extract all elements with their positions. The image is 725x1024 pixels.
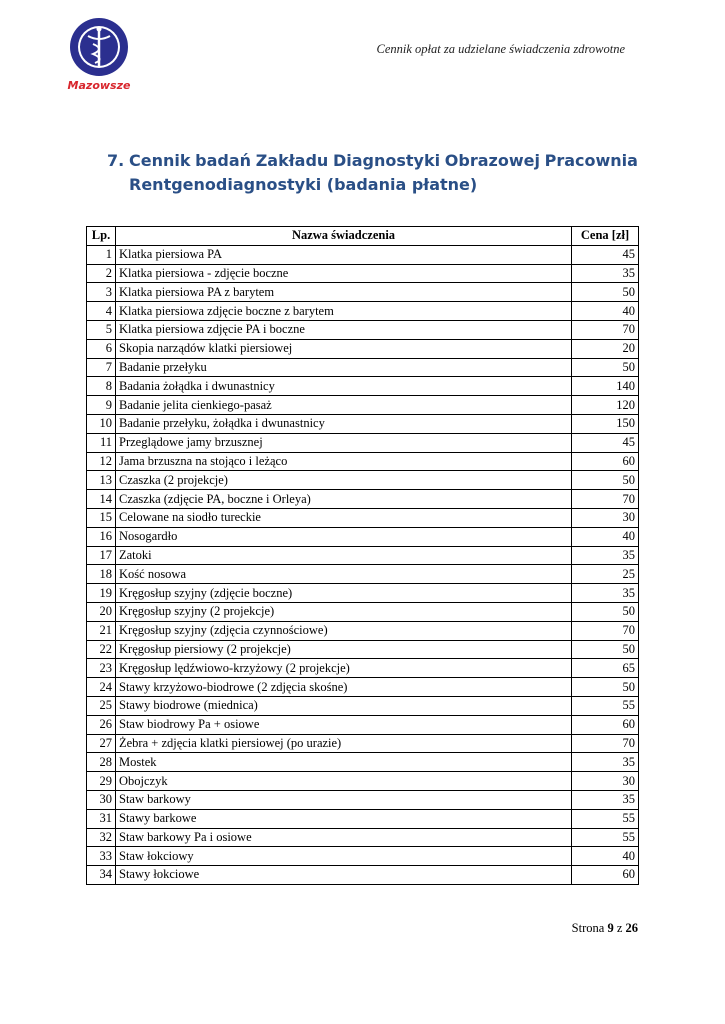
row-number: 8 [87,377,116,396]
caduceus-emblem-icon [64,14,134,94]
service-price: 35 [572,264,639,283]
heading-word: Cennik [129,151,191,170]
table-row [87,283,639,302]
service-price: 45 [572,433,639,452]
table-row [87,377,639,396]
table-row [87,753,639,772]
service-name: Jama brzuszna na stojąco i leżąco [116,452,572,471]
service-price: 35 [572,790,639,809]
service-price: 70 [572,320,639,339]
service-price: 50 [572,471,639,490]
service-price: 40 [572,527,639,546]
table-row [87,602,639,621]
table-row [87,584,639,603]
service-price: 35 [572,584,639,603]
row-number: 29 [87,772,116,791]
section-heading [107,149,638,197]
row-number: 19 [87,584,116,603]
service-price: 50 [572,358,639,377]
table-row [87,565,639,584]
service-name: Staw łokciowy [116,847,572,866]
service-price: 40 [572,302,639,321]
row-number: 12 [87,452,116,471]
service-name: Klatka piersiowa - zdjęcie boczne [116,264,572,283]
service-price: 70 [572,621,639,640]
table-row [87,809,639,828]
service-price: 140 [572,377,639,396]
service-name: Badanie przełyku [116,358,572,377]
service-name: Celowane na siodło tureckie [116,508,572,527]
service-name: Badanie przełyku, żołądka i dwunastnicy [116,414,572,433]
service-name: Staw biodrowy Pa + osiowe [116,715,572,734]
service-name: Klatka piersiowa PA z barytem [116,283,572,302]
service-name: Klatka piersiowa zdjęcie boczne z barytem [116,302,572,321]
service-price: 30 [572,772,639,791]
row-number: 26 [87,715,116,734]
row-number: 18 [87,565,116,584]
table-row [87,546,639,565]
service-price: 35 [572,753,639,772]
row-number: 25 [87,696,116,715]
service-price: 120 [572,396,639,415]
price-table [86,226,639,885]
table-row [87,847,639,866]
row-number: 3 [87,283,116,302]
table-row [87,866,639,885]
table-row [87,245,639,264]
footer-page-number: 9 [607,921,614,935]
table-row [87,396,639,415]
service-price: 25 [572,565,639,584]
service-name: Klatka piersiowa zdjęcie PA i boczne [116,320,572,339]
heading-word: Pracownia [544,151,638,170]
table-row [87,734,639,753]
service-price: 65 [572,659,639,678]
table-row [87,790,639,809]
service-name: Przeglądowe jamy brzusznej [116,433,572,452]
service-price: 70 [572,490,639,509]
service-name: Staw barkowy Pa i osiowe [116,828,572,847]
table-row [87,433,639,452]
table-row [87,508,639,527]
row-number: 33 [87,847,116,866]
table-header-row [87,227,639,246]
row-number: 5 [87,320,116,339]
table-row [87,640,639,659]
table-row [87,490,639,509]
service-price: 70 [572,734,639,753]
service-name: Klatka piersiowa PA [116,245,572,264]
table-row [87,264,639,283]
service-name: Mostek [116,753,572,772]
service-name: Kręgosłup lędźwiowo-krzyżowy (2 projekcje) [116,659,572,678]
service-name: Stawy biodrowe (miednica) [116,696,572,715]
service-price: 30 [572,508,639,527]
service-name: Staw barkowy [116,790,572,809]
table-row [87,527,639,546]
table-row [87,302,639,321]
service-name: Stawy barkowe [116,809,572,828]
row-number: 16 [87,527,116,546]
row-number: 2 [87,264,116,283]
heading-word: badań [195,151,252,170]
table-row [87,452,639,471]
service-name: Badania żołądka i dwunastnicy [116,377,572,396]
service-name: Kręgosłup szyjny (zdjęcie boczne) [116,584,572,603]
service-name: Skopia narządów klatki piersiowej [116,339,572,358]
row-number: 10 [87,414,116,433]
service-name: Kręgosłup szyjny (2 projekcje) [116,602,572,621]
footer-total-pages: 26 [625,921,638,935]
service-price: 20 [572,339,639,358]
table-row [87,621,639,640]
service-name: Badanie jelita cienkiego-pasaż [116,396,572,415]
row-number: 9 [87,396,116,415]
service-name: Kość nosowa [116,565,572,584]
column-header-name: Nazwa świadczenia [116,227,572,246]
document-header-title: Cennik opłat za udzielane świadczenia zdrowotne [376,42,625,56]
row-number: 7 [87,358,116,377]
table-row [87,772,639,791]
row-number: 17 [87,546,116,565]
row-number: 6 [87,339,116,358]
section-number: 7. [107,151,125,170]
table-row [87,659,639,678]
service-price: 55 [572,696,639,715]
row-number: 31 [87,809,116,828]
service-price: 60 [572,866,639,885]
service-price: 50 [572,678,639,697]
row-number: 4 [87,302,116,321]
table-row [87,320,639,339]
table-row [87,828,639,847]
page-footer [572,921,638,936]
column-header-lp: Lp. [87,227,116,246]
service-name: Zatoki [116,546,572,565]
table-row [87,715,639,734]
hospital-logo [64,14,134,94]
row-number: 15 [87,508,116,527]
service-price: 55 [572,828,639,847]
service-name: Obojczyk [116,772,572,791]
service-price: 60 [572,715,639,734]
service-price: 40 [572,847,639,866]
service-price: 50 [572,602,639,621]
footer-prefix: Strona [571,921,605,935]
service-name: Nosogardło [116,527,572,546]
service-name: Kręgosłup szyjny (zdjęcia czynnościowe) [116,621,572,640]
row-number: 27 [87,734,116,753]
heading-word: Zakładu [255,151,329,170]
row-number: 11 [87,433,116,452]
table-row [87,358,639,377]
row-number: 14 [87,490,116,509]
row-number: 20 [87,602,116,621]
row-number: 32 [87,828,116,847]
service-price: 50 [572,640,639,659]
heading-word: Obrazowej [444,151,540,170]
logo-text: Mazowsze [67,79,131,92]
table-row [87,414,639,433]
service-name: Czaszka (zdjęcie PA, boczne i Orleya) [116,490,572,509]
row-number: 30 [87,790,116,809]
table-row [87,678,639,697]
row-number: 24 [87,678,116,697]
service-name: Czaszka (2 projekcje) [116,471,572,490]
row-number: 21 [87,621,116,640]
row-number: 13 [87,471,116,490]
service-name: Stawy łokciowe [116,866,572,885]
row-number: 23 [87,659,116,678]
service-price: 35 [572,546,639,565]
service-name: Stawy krzyżowo-biodrowe (2 zdjęcia skośne) [116,678,572,697]
service-price: 45 [572,245,639,264]
service-name: Kręgosłup piersiowy (2 projekcje) [116,640,572,659]
table-row [87,696,639,715]
service-price: 50 [572,283,639,302]
row-number: 1 [87,245,116,264]
row-number: 22 [87,640,116,659]
service-price: 150 [572,414,639,433]
table-row [87,339,639,358]
row-number: 28 [87,753,116,772]
table-row [87,471,639,490]
service-name: Żebra + zdjęcia klatki piersiowej (po urazie) [116,734,572,753]
service-price: 60 [572,452,639,471]
service-price: 55 [572,809,639,828]
footer-separator: z [616,921,623,935]
column-header-price: Cena [zł] [572,227,639,246]
heading-word: Diagnostyki [332,151,441,170]
section-heading-line2: Rentgenodiagnostyki (badania płatne) [129,175,478,194]
row-number: 34 [87,866,116,885]
table-body [87,245,639,884]
